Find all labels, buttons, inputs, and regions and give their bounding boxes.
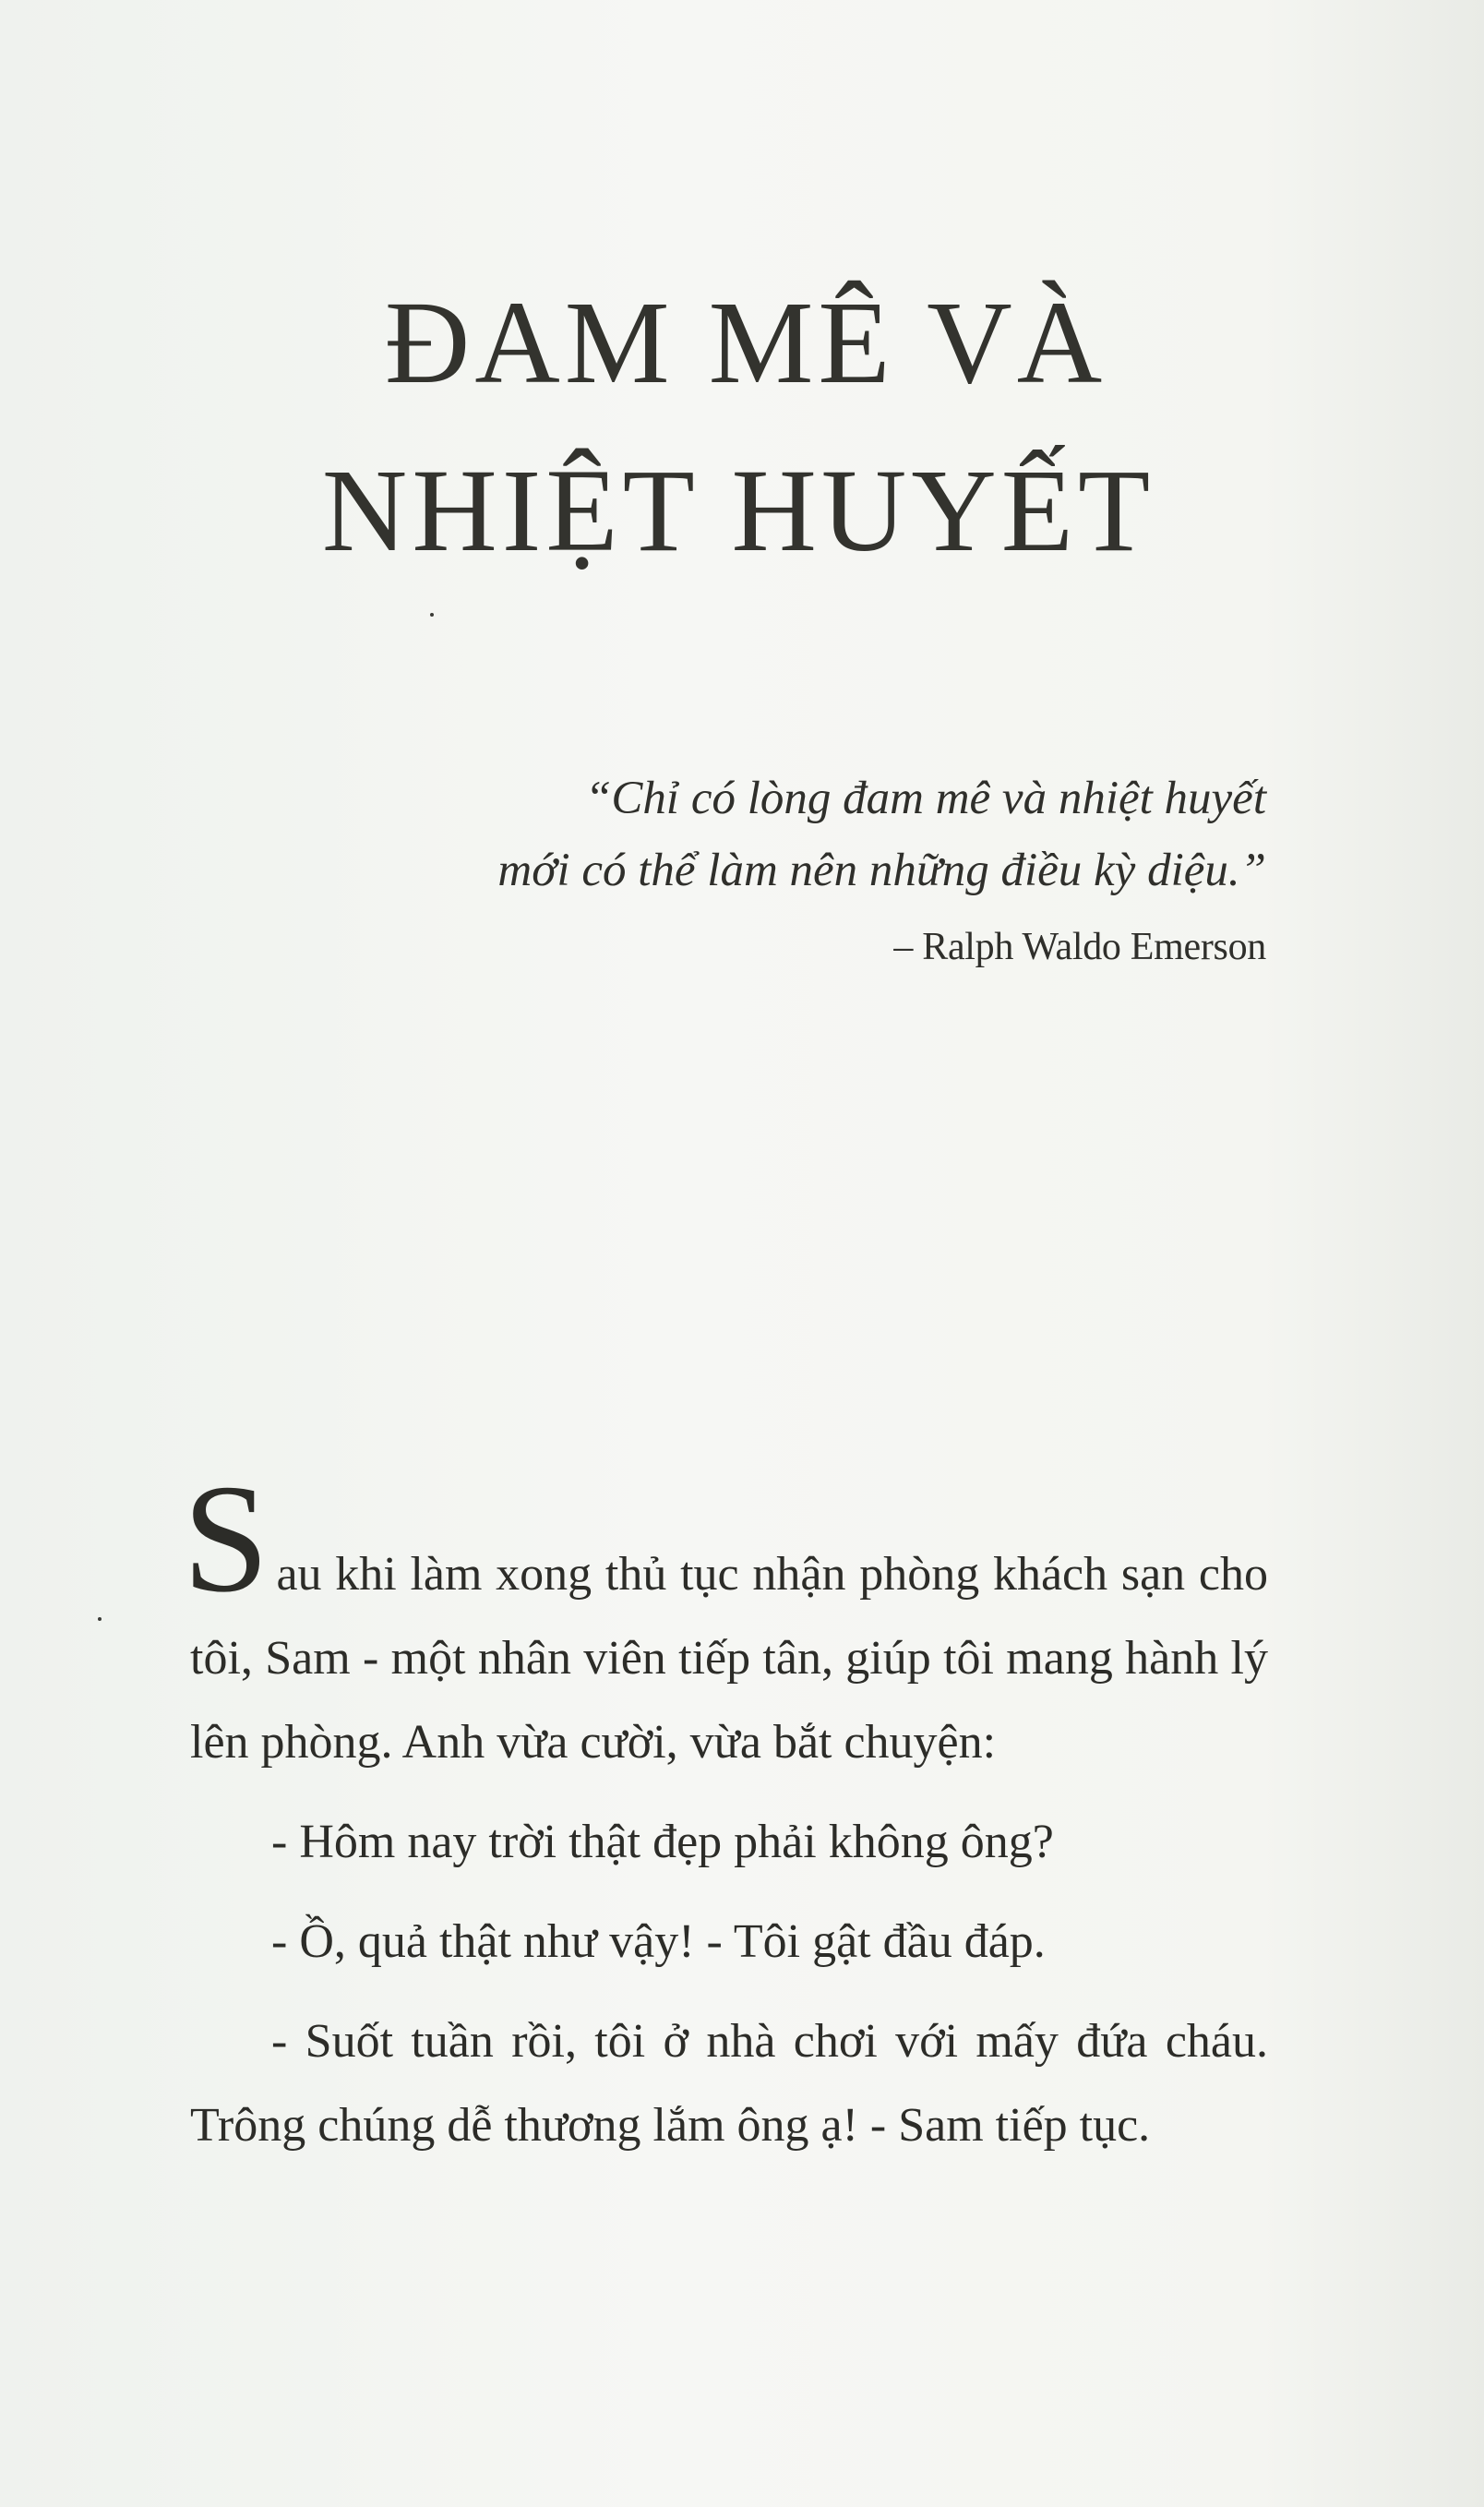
epigraph [343,762,1266,970]
chapter-title [0,258,1484,594]
dialogue-line-1: - Hôm nay trời thật đẹp phải không ông? [271,1816,1054,1868]
drop-cap-spacer [190,1468,1268,1532]
opening-paragraph [183,1453,1268,1784]
dialogue-line-2: - Ồ, quả thật như vậy! - Tôi gật đầu đáp. [271,1915,1046,1968]
body-text [183,1453,1268,2167]
chapter-title-line-2: NHIỆT HUYẾT [321,445,1155,576]
print-speck [430,613,434,617]
opening-paragraph-text: au khi làm xong thủ tục nhận phòng khách sạn cho tôi, Sam - một nhân viên tiếp tân, giúp tôi mang hành lý lên phòng. Anh vừa cười, vừa bắt chuyện: [190,1548,1268,1769]
epigraph-quote-line-1: “Chỉ có lòng đam mê và nhiệt huyết [585,773,1266,824]
closing-paragraph: - Suốt tuần rồi, tôi ở nhà chơi với mấy đứa cháu. Trông chúng dễ thương lắm ông ạ! - Sam tiếp tục. [190,2015,1268,2152]
drop-cap: S [183,1453,269,1625]
epigraph-attribution: – Ralph Waldo Emerson [893,926,1266,968]
chapter-title-line-1: ĐAM MÊ VÀ [384,277,1107,408]
print-speck [98,1617,102,1621]
epigraph-quote-line-2: mới có thể làm nên những điều kỳ diệu.” [497,845,1266,896]
